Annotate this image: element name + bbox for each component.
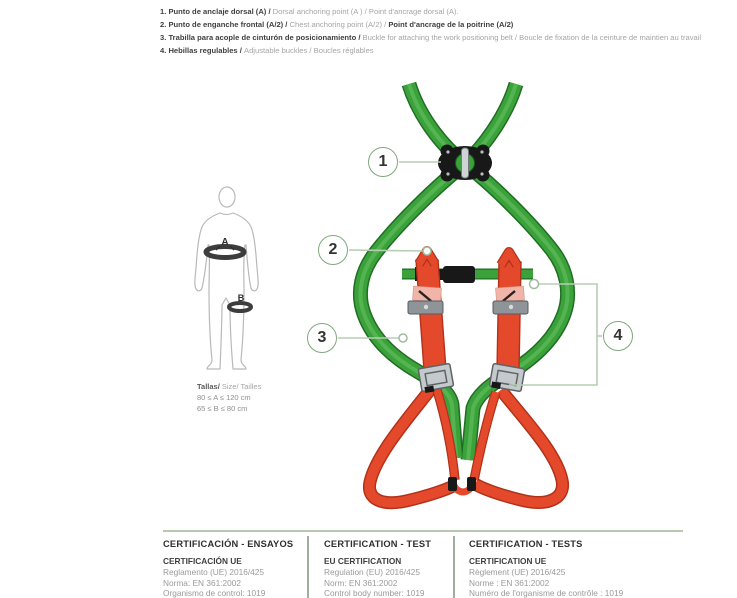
callout-dot-4 bbox=[530, 280, 539, 289]
callout-circle-4 bbox=[603, 321, 633, 351]
cert-line-es-1: Reglamento (UE) 2016/425 bbox=[163, 567, 265, 577]
cert-header-fr: CERTIFICATION - TESTS bbox=[469, 539, 583, 549]
cert-column-fr bbox=[453, 536, 683, 598]
legend-1-fr: Point d'ancrage dorsal (A). bbox=[368, 7, 459, 16]
cert-line-es-2: Norma: EN 361:2002 bbox=[163, 577, 241, 588]
section-divider-line bbox=[163, 530, 683, 532]
callout-dot-3 bbox=[399, 334, 407, 342]
callout-number-4: 4 bbox=[613, 327, 623, 344]
cert-line-es-3: Organismo de control: 1019 bbox=[163, 588, 266, 598]
size-range-a: 80 ≤ A ≤ 120 cm bbox=[197, 393, 251, 402]
cert-subheader-es: CERTIFICACIÓN UE bbox=[163, 556, 242, 566]
legend-4-es: 4. Hebillas regulables / bbox=[160, 45, 244, 55]
callout-number-3: 3 bbox=[317, 329, 327, 346]
sizes-title bbox=[197, 381, 261, 392]
cert-line-fr-3: Numéro de l'organisme de contrôle : 1019 bbox=[469, 588, 624, 598]
certification-columns bbox=[163, 536, 683, 598]
strap-label-left bbox=[413, 286, 442, 302]
legend-3-es: 3. Trabilla para acople de cinturón de posicionamiento / bbox=[160, 32, 363, 42]
cert-header-es: CERTIFICACIÓN - ENSAYOS bbox=[163, 539, 294, 549]
legend-3-fr: Boucle de fixation de la ceinture de maintien au travail bbox=[519, 32, 702, 42]
cert-subheader-en: EU CERTIFICATION bbox=[324, 556, 402, 566]
legend-1-es: 1. Punto de anclaje dorsal (A) / bbox=[160, 7, 273, 16]
silhouette-head bbox=[219, 187, 235, 207]
size-range-b: 65 ≤ B ≤ 80 cm bbox=[197, 404, 248, 413]
cert-line-en-2: Norm: EN 361:2002 bbox=[324, 577, 398, 588]
cert-line-fr-2: Norme : EN 361:2002 bbox=[469, 577, 550, 588]
measure-label-b: B bbox=[237, 293, 245, 303]
legend-2-fr: Point d'ancrage de la poitrine (A/2) bbox=[388, 19, 514, 29]
certification-section bbox=[163, 530, 683, 598]
legend-3-en: Buckle for attaching the work positioning belt / bbox=[362, 32, 520, 42]
sizes-title-primary: Tallas/ bbox=[197, 382, 220, 391]
callout-line-2 bbox=[349, 250, 424, 251]
callout-number-2: 2 bbox=[328, 241, 338, 258]
cert-subheader-fr: CERTIFICATION UE bbox=[469, 556, 547, 566]
keeper-left bbox=[448, 477, 457, 491]
callout-circle-1 bbox=[368, 147, 398, 177]
keeper-right bbox=[467, 477, 476, 491]
cert-column-en bbox=[307, 536, 453, 598]
sizes-block bbox=[197, 381, 261, 414]
legend-2-en: Chest anchoring point (A/2) / bbox=[289, 19, 389, 29]
dorsal-pin bbox=[462, 148, 469, 178]
callout-dot-2 bbox=[423, 247, 431, 255]
measure-label-a: A bbox=[221, 237, 229, 248]
legend-4-fr: Boucles réglables bbox=[313, 45, 374, 55]
harness-illustration bbox=[360, 84, 567, 503]
cert-line-en-3: Control body number: 1019 bbox=[324, 588, 425, 598]
body-silhouette bbox=[195, 187, 258, 369]
cert-line-en-1: Regulation (EU) 2016/425 bbox=[324, 567, 420, 577]
legend-2-es: 2. Punto de enganche frontal (A/2) / bbox=[160, 19, 290, 29]
callout-circle-3 bbox=[307, 323, 337, 353]
sizes-title-secondary: Size/ Tailles bbox=[219, 382, 262, 391]
cert-column-es bbox=[163, 536, 307, 598]
legend-4-en: Adjustable buckles / bbox=[244, 45, 314, 55]
cert-line-fr-1: Règlement (UE) 2016/425 bbox=[469, 567, 566, 577]
cert-header-en: CERTIFICATION - TEST bbox=[324, 539, 432, 549]
callout-circle-2 bbox=[318, 235, 348, 265]
dorsal-anchor-plate bbox=[438, 145, 492, 182]
callout-number-1: 1 bbox=[378, 153, 388, 170]
legend-1-en: Dorsal anchoring point (A ) / bbox=[272, 7, 369, 16]
